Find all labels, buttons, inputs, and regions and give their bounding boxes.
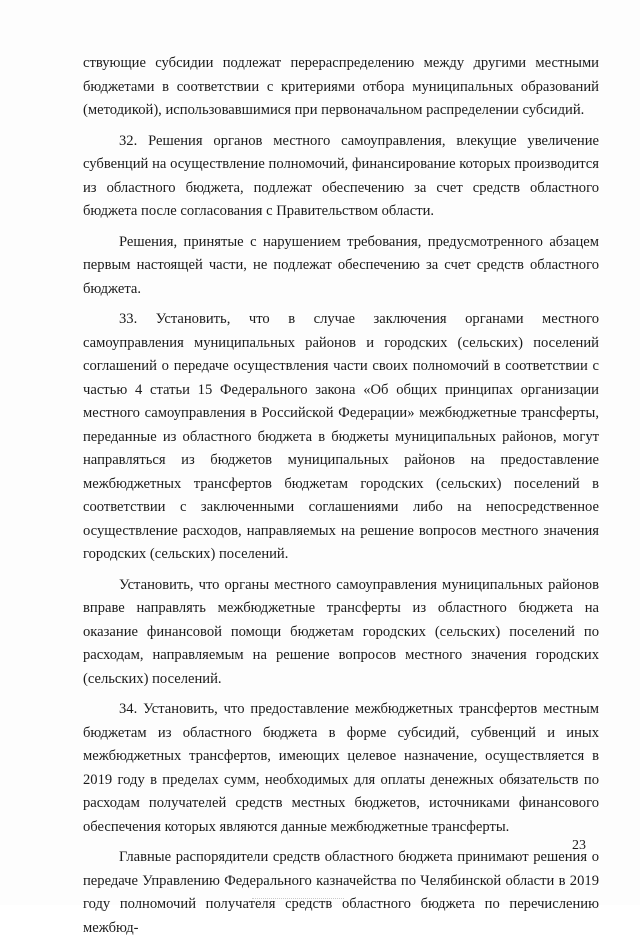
document-body — [83, 52, 599, 940]
paragraph-33-part-2: Установить, что органы местного самоуправления муниципальных районов вправе направлять межбюджетные трансферты из областного бюджета на оказание финансовой помощи бюджетам городских (сельских) поселений по расходам, направляемым на решение вопросов местного значения городских (сельских) поселений. — [83, 576, 599, 687]
paragraph-32-part-2: Решения, принятые с нарушением требования, предусмотренного абзацем первым настоящей части, не подлежат обеспечению за счет средств областного бюджета. — [83, 233, 599, 297]
paragraph-34: 34. Установить, что предоставление межбюджетных трансфертов местным бюджетам из областного бюджета в форме субсидий, субвенций и иных межбюджетных трансфертов, имеющих целевое назначение, осуществляется в 2019 году в пределах сумм, необходимых для оплаты денежных обязательств по расходам получателей средств местных бюджетов, источниками финансового обеспечения которых являются данные межбюджетные трансферты. — [83, 701, 599, 835]
scan-artifact — [252, 898, 344, 903]
paragraph-33: 33. Установить, что в случае заключения органами местного самоуправления муниципальных районов и городских (сельских) поселений соглашений о передаче осуществления части своих полномочий в соответствии с частью 4 статьи 15 Федерального закона «Об общих принципах организации местного самоуправления в Российской Федерации» межбюджетные трансферты, переданные из областного бюджета в бюджеты муниципальных районов, могут направляться из бюджетов муниципальных районов на предоставление межбюджетных трансфертов бюджетам городских (сельских) поселений в соответствии с заключенными соглашениями либо на непосредственное осуществление расходов, направляемых на решение вопросов местного значения городских (сельских) поселений. — [83, 311, 599, 562]
paragraph-34-part-2: Главные распорядители средств областного бюджета принимают решения о передаче Управлению Федерального казначейства по Челябинской области в 2019 году полномочий получателя средств областного бюджета по перечислению межбюд- — [83, 849, 599, 936]
paragraph-32: 32. Решения органов местного самоуправления, влекущие увеличение субвенций на осуществление полномочий, финансирование которых производится из областного бюджета, подлежат обеспечению за счет средств областного бюджета после согласования с Правительством области. — [83, 132, 599, 219]
paragraph-continuation: ствующие субсидии подлежат перераспределению между другими местными бюджетами в соответствии с критериями отбора муниципальных образований (методикой), использовавшимися при первоначальном распределении субсидий. — [83, 55, 599, 118]
page-number: 23 — [572, 838, 586, 853]
